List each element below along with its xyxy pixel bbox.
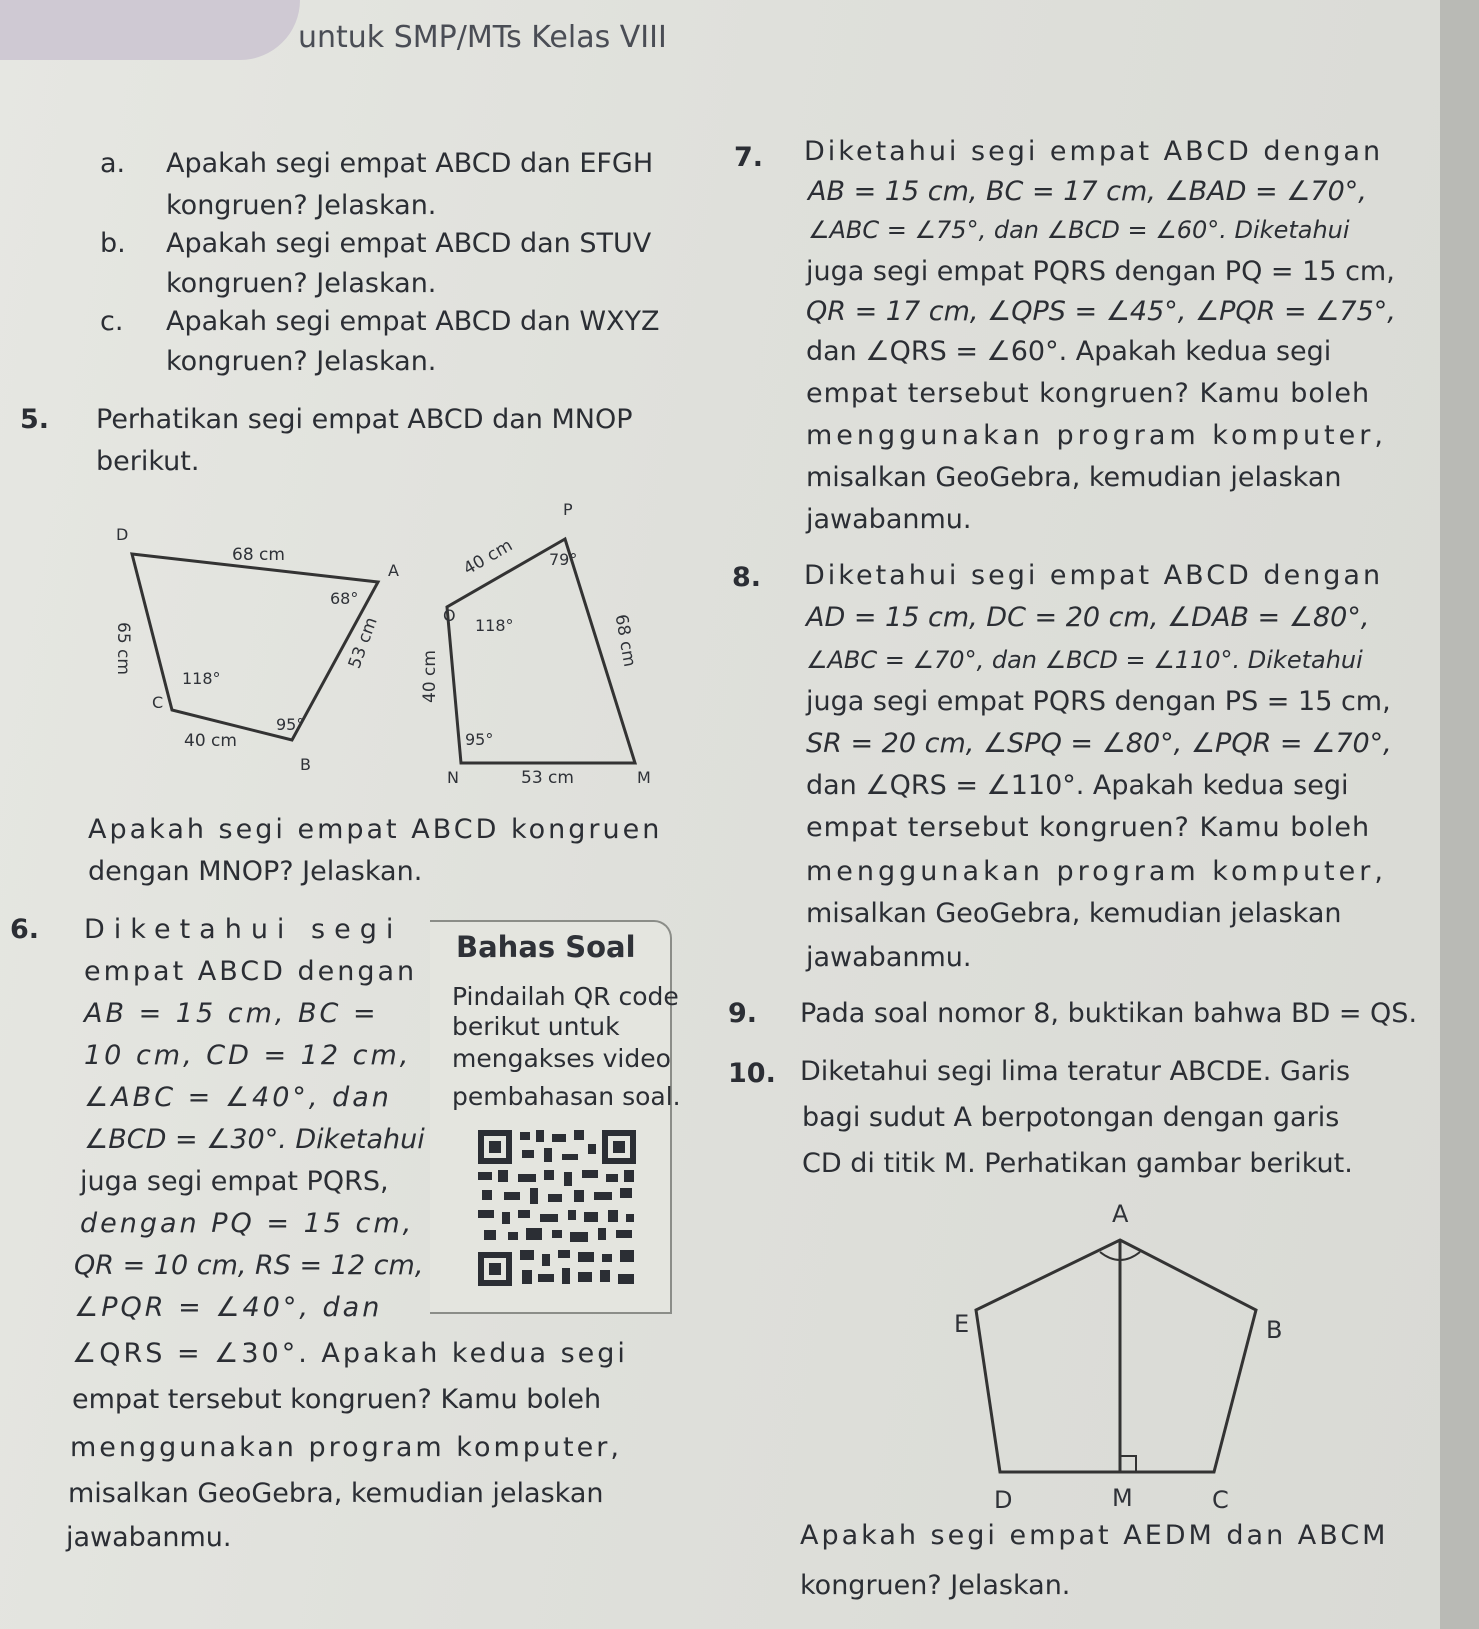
- q6-line1: Diketahui segi: [84, 914, 403, 945]
- q8-line2: AD = 15 cm, DC = 20 cm, ∠DAB = ∠80°,: [806, 602, 1370, 633]
- q4c-line1: Apakah segi empat ABCD dan WXYZ: [166, 306, 660, 337]
- side-cb: 40 cm: [184, 731, 237, 751]
- q9-number: 9.: [728, 998, 758, 1029]
- q8-number: 8.: [732, 562, 762, 593]
- angle-o: 118°: [475, 616, 514, 635]
- vertex-o: O: [443, 606, 456, 625]
- q8-line1: Diketahui segi empat ABCD dengan: [804, 560, 1384, 591]
- pentagon-vertex-a: A: [1112, 1200, 1129, 1228]
- bahas-soal-line1: Pindailah QR code: [452, 982, 679, 1011]
- vertex-b: B: [300, 755, 311, 774]
- q6-line10: ∠PQR = ∠40°, dan: [74, 1292, 383, 1323]
- pentagon-vertex-b: B: [1266, 1316, 1283, 1344]
- bahas-soal-line3: mengakses video: [452, 1044, 671, 1073]
- angle-a: 68°: [330, 589, 359, 608]
- pentagon-vertex-d: D: [994, 1486, 1013, 1514]
- q4a-label: a.: [100, 148, 126, 179]
- side-pm: 68 cm: [610, 612, 640, 669]
- pentagon-point-m: M: [1112, 1484, 1133, 1512]
- q10-line3: CD di titik M. Perhatikan gambar berikut.: [802, 1148, 1353, 1179]
- q5-question-line2: dengan MNOP? Jelaskan.: [88, 856, 423, 887]
- quadrilateral-abcd-figure: [100, 520, 420, 790]
- side-on: 40 cm: [420, 650, 440, 703]
- q7-line10: jawabanmu.: [806, 504, 972, 535]
- q6-line15: jawabanmu.: [66, 1522, 232, 1553]
- q8-line10: jawabanmu.: [806, 942, 972, 973]
- q6-line8: dengan PQ = 15 cm,: [80, 1208, 415, 1239]
- q10-number: 10.: [728, 1058, 776, 1089]
- q8-line4: juga segi empat PQRS dengan PS = 15 cm,: [806, 686, 1391, 717]
- q8-line3: ∠ABC = ∠70°, dan ∠BCD = ∠110°. Diketahui: [806, 646, 1363, 674]
- pentagon-vertex-c: C: [1212, 1486, 1229, 1514]
- vertex-m: M: [637, 768, 651, 787]
- header-decoration: [0, 0, 300, 60]
- q7-line5: QR = 17 cm, ∠QPS = ∠45°, ∠PQR = ∠75°,: [806, 296, 1396, 327]
- q6-line3: AB = 15 cm, BC =: [84, 998, 379, 1029]
- q6-line14: misalkan GeoGebra, kemudian jelaskan: [68, 1478, 604, 1509]
- vertex-p: P: [563, 500, 573, 519]
- q8-line9: misalkan GeoGebra, kemudian jelaskan: [806, 898, 1342, 929]
- q5-line2: berikut.: [96, 446, 200, 477]
- q7-line2: AB = 15 cm, BC = 17 cm, ∠BAD = ∠70°,: [808, 176, 1367, 207]
- q10-question-line2: kongruen? Jelaskan.: [800, 1570, 1071, 1601]
- vertex-a: A: [388, 561, 399, 580]
- vertex-d: D: [116, 525, 129, 544]
- q8-line8: menggunakan program komputer,: [806, 856, 1387, 887]
- q6-line12: empat tersebut kongruen? Kamu boleh: [72, 1384, 602, 1415]
- q5-line1: Perhatikan segi empat ABCD dan MNOP: [96, 404, 633, 435]
- q6-line7: juga segi empat PQRS,: [80, 1166, 389, 1197]
- side-dc: 65 cm: [113, 622, 133, 675]
- angle-c: 118°: [182, 669, 221, 688]
- pentagon-vertex-e: E: [954, 1310, 970, 1338]
- bahas-soal-line4: pembahasan soal.: [452, 1082, 681, 1111]
- q6-number: 6.: [10, 914, 40, 945]
- q10-line1: Diketahui segi lima teratur ABCDE. Garis: [800, 1056, 1351, 1087]
- bahas-soal-title: Bahas Soal: [456, 930, 636, 964]
- q7-line8: menggunakan program komputer,: [806, 420, 1387, 451]
- quadrilateral-mnop-figure: [420, 495, 665, 795]
- q6-line13: menggunakan program komputer,: [70, 1432, 622, 1463]
- q7-line3: ∠ABC = ∠75°, dan ∠BCD = ∠60°. Diketahui: [808, 216, 1350, 244]
- q4c-label: c.: [100, 306, 124, 337]
- angle-b: 95°: [276, 715, 305, 734]
- q6-line11: ∠QRS = ∠30°. Apakah kedua segi: [72, 1338, 628, 1369]
- q7-line1: Diketahui segi empat ABCD dengan: [804, 136, 1384, 167]
- angle-n: 95°: [465, 730, 494, 749]
- side-dA: 68 cm: [232, 545, 285, 565]
- side-ab: 53 cm: [344, 614, 382, 672]
- q7-line9: misalkan GeoGebra, kemudian jelaskan: [806, 462, 1342, 493]
- q5-number: 5.: [20, 404, 50, 435]
- q6-line4: 10 cm, CD = 12 cm,: [84, 1040, 412, 1071]
- q6-line9: QR = 10 cm, RS = 12 cm,: [74, 1250, 424, 1281]
- q8-line7: empat tersebut kongruen? Kamu boleh: [806, 812, 1371, 843]
- side-op: 40 cm: [460, 535, 517, 580]
- q6-line6: ∠BCD = ∠30°. Diketahui: [84, 1124, 425, 1155]
- bahas-soal-line2: berikut untuk: [452, 1012, 620, 1041]
- q10-line2: bagi sudut A berpotongan dengan garis: [802, 1102, 1340, 1133]
- page-edge: [1440, 0, 1479, 1629]
- q8-line5: SR = 20 cm, ∠SPQ = ∠80°, ∠PQR = ∠70°,: [806, 728, 1392, 759]
- side-nm: 53 cm: [521, 768, 574, 788]
- q7-line7: empat tersebut kongruen? Kamu boleh: [806, 378, 1371, 409]
- page-header: untuk SMP/MTs Kelas VIII: [298, 20, 667, 55]
- vertex-c: C: [152, 693, 164, 712]
- q4a-line1: Apakah segi empat ABCD dan EFGH: [166, 148, 654, 179]
- q8-line6: dan ∠QRS = ∠110°. Apakah kedua segi: [806, 770, 1349, 801]
- q7-line6: dan ∠QRS = ∠60°. Apakah kedua segi: [806, 336, 1332, 367]
- q7-line4: juga segi empat PQRS dengan PQ = 15 cm,: [806, 256, 1395, 287]
- q7-number: 7.: [734, 142, 764, 173]
- q4b-line2: kongruen? Jelaskan.: [166, 268, 437, 299]
- q6-line2: empat ABCD dengan: [84, 956, 418, 987]
- qr-code[interactable]: [474, 1126, 640, 1290]
- pentagon-abcde-figure: [940, 1190, 1300, 1520]
- q4b-line1: Apakah segi empat ABCD dan STUV: [166, 228, 652, 259]
- q5-question-line1: Apakah segi empat ABCD kongruen: [88, 814, 663, 845]
- q10-question-line1: Apakah segi empat AEDM dan ABCM: [800, 1520, 1389, 1551]
- q4b-label: b.: [100, 228, 126, 259]
- q4c-line2: kongruen? Jelaskan.: [166, 346, 437, 377]
- q4a-line2: kongruen? Jelaskan.: [166, 190, 437, 221]
- angle-p: 79°: [549, 550, 578, 569]
- q6-line5: ∠ABC = ∠40°, dan: [84, 1082, 392, 1113]
- vertex-n: N: [447, 768, 459, 787]
- q9-line1: Pada soal nomor 8, buktikan bahwa BD = QS.: [800, 998, 1418, 1029]
